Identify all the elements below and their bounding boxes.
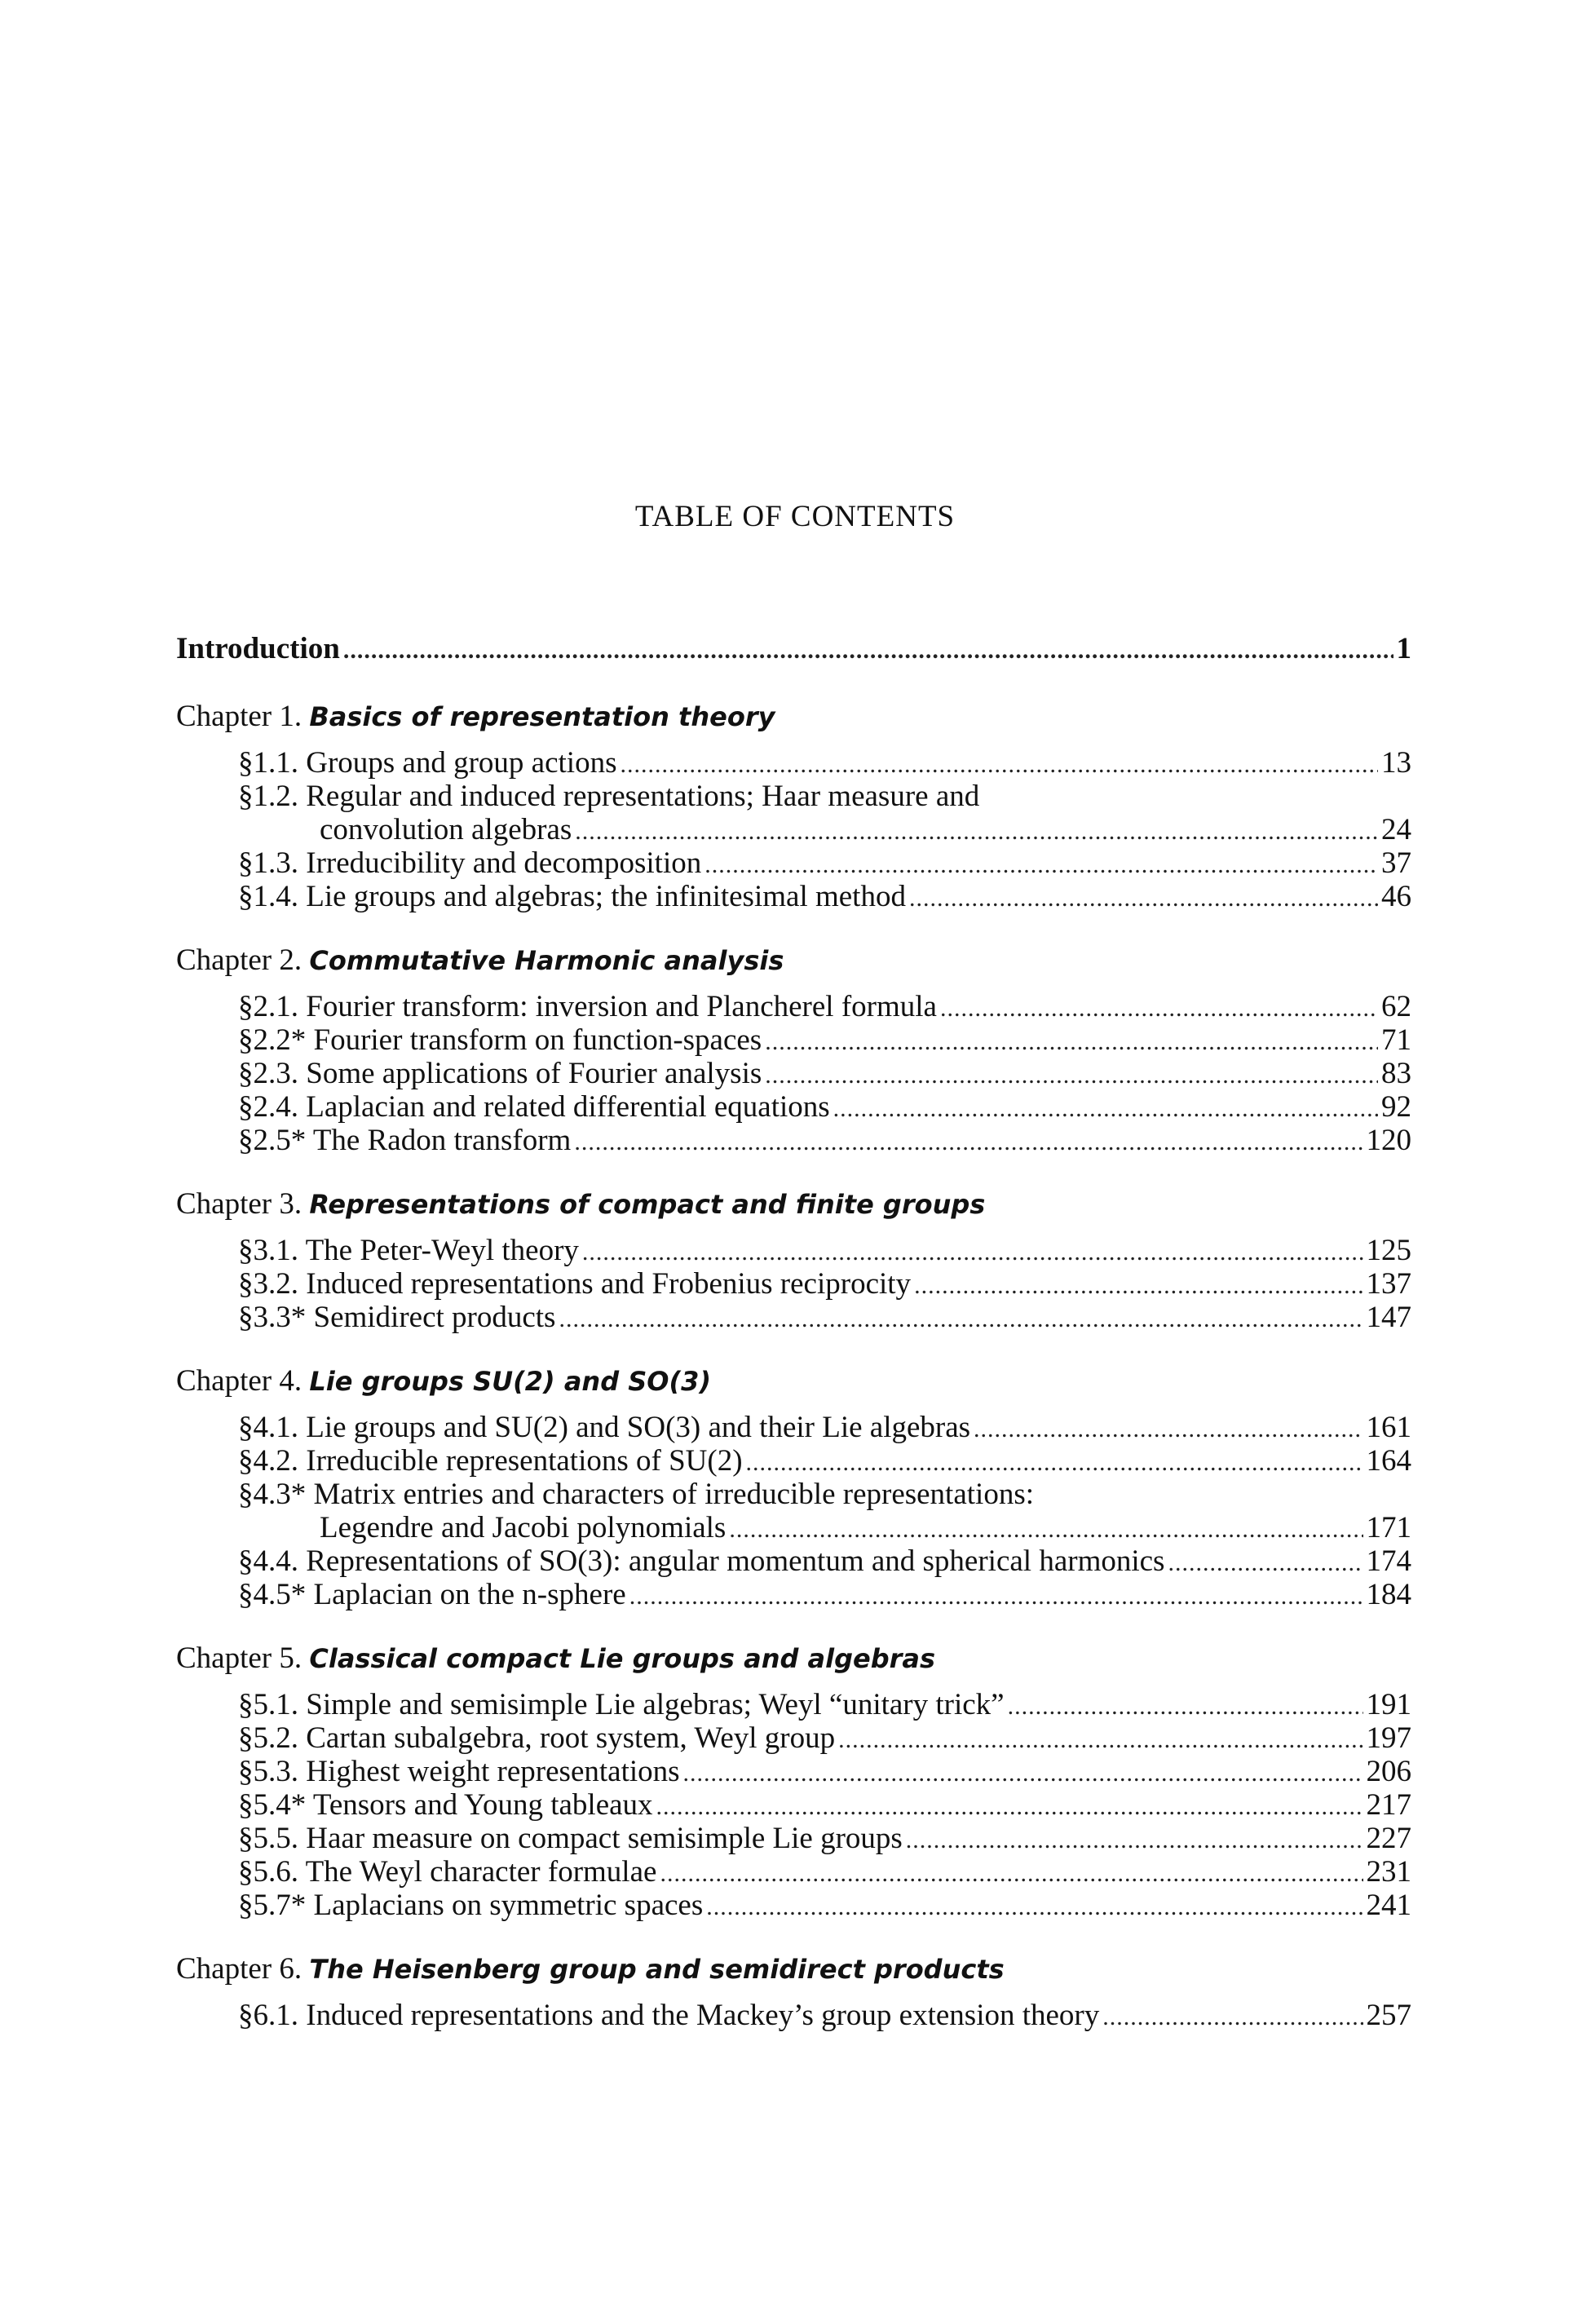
dot-leader [582,1235,1363,1269]
toc-entry[interactable] [176,1090,1411,1124]
page-number: 137 [1366,1267,1411,1301]
dot-leader [559,1302,1363,1336]
dot-leader [1008,1690,1363,1723]
page-number: 217 [1366,1788,1411,1822]
toc-entry[interactable] [176,1578,1411,1611]
page-number: 231 [1366,1855,1411,1889]
toc-entry[interactable] [176,1411,1411,1444]
page-number: 1 [1396,632,1411,665]
entry-title: §6.1. Induced representations and the Mackey’s group extension theory [238,1999,1100,2032]
dot-leader [343,634,1393,667]
dot-leader [1168,1546,1363,1580]
dot-leader [704,848,1378,881]
chapter-heading[interactable] [176,700,1411,733]
dot-leader [575,815,1378,848]
page-number: 184 [1366,1578,1411,1611]
chapter-title: Lie groups SU(2) and SO(3) [309,1366,711,1397]
toc-entry[interactable] [176,1301,1411,1334]
toc-entry[interactable] [176,1999,1411,2032]
entry-title: §4.2. Irreducible representations of SU(2) [238,1444,743,1478]
page-number: 13 [1381,746,1411,780]
dot-leader [765,1058,1378,1092]
page-number: 164 [1366,1444,1411,1478]
page-number: 83 [1381,1057,1411,1090]
entry-title: §5.2. Cartan subalgebra, root system, Weyl group [238,1721,836,1755]
dot-leader [574,1125,1363,1159]
chapter-title: Commutative Harmonic analysis [309,945,784,976]
toc-entry[interactable] [176,1511,1411,1544]
chapter-label: Chapter 3. [176,1187,303,1221]
toc-entry[interactable] [176,1755,1411,1788]
dot-leader [838,1723,1363,1756]
toc-entry[interactable] [176,1267,1411,1301]
chapter-label: Chapter 6. [176,1952,303,1986]
entry-title: Introduction [176,632,340,665]
toc-entry[interactable] [176,1822,1411,1855]
chapter-heading[interactable] [176,1641,1411,1675]
chapter-label: Chapter 5. [176,1641,303,1675]
page-number: 197 [1366,1721,1411,1755]
page-number: 120 [1366,1124,1411,1157]
dot-leader [729,1513,1363,1546]
dot-leader [621,748,1379,781]
chapter-heading[interactable] [176,1364,1411,1398]
chapter-title: Basics of representation theory [309,701,775,732]
page-number: 46 [1381,880,1411,913]
toc-entry[interactable] [176,1889,1411,1922]
page-number: 24 [1381,813,1411,846]
toc-entry[interactable] [176,1721,1411,1755]
chapter-title: The Heisenberg group and semidirect products [309,1954,1005,1985]
entry-title: §5.1. Simple and semisimple Lie algebras; Weyl “unitary trick” [238,1688,1005,1721]
chapter-heading[interactable] [176,1952,1411,1986]
dot-leader [746,1446,1363,1479]
dot-leader [660,1857,1363,1890]
entry-title: §3.3* Semidirect products [238,1301,556,1334]
entry-title: §5.7* Laplacians on symmetric spaces [238,1889,704,1922]
toc-entry[interactable] [176,846,1411,880]
toc-entry[interactable] [176,990,1411,1023]
dot-leader [906,1823,1363,1857]
dot-leader [974,1412,1363,1446]
page-number: 37 [1381,846,1411,880]
entry-title: §1.3. Irreducibility and decomposition [238,846,702,880]
entry-title: §2.4. Laplacian and related differential equations [238,1090,830,1124]
chapter-heading[interactable] [176,1187,1411,1221]
entry-title: Legendre and Jacobi polynomials [320,1511,727,1544]
toc-entry[interactable] [176,813,1411,846]
entry-title: convolution algebras [320,813,572,846]
entry-title: §5.3. Highest weight representations [238,1755,680,1788]
entry-title: §2.3. Some applications of Fourier analysis [238,1057,762,1090]
toc-entry-first-line[interactable]: §4.3* Matrix entries and characters of irreducible representations: [238,1478,1035,1511]
chapter-label: Chapter 4. [176,1364,303,1398]
entry-title: §4.1. Lie groups and SU(2) and SO(3) and their Lie algebras [238,1411,971,1444]
chapter-heading[interactable] [176,943,1411,977]
entry-title: §3.1. The Peter-Weyl theory [238,1234,579,1267]
dot-leader [833,1092,1378,1125]
dot-leader [765,1025,1378,1058]
entry-title: §5.5. Haar measure on compact semisimple Lie groups [238,1822,903,1855]
entry-title: §2.5* The Radon transform [238,1124,572,1157]
page-number: 161 [1366,1411,1411,1444]
entry-title: §5.4* Tensors and Young tableaux [238,1788,653,1822]
dot-leader [940,992,1378,1025]
page-title: TABLE OF CONTENTS [634,500,956,533]
entry-title: §4.5* Laplacian on the n-sphere [238,1578,626,1611]
toc-entry[interactable] [176,1057,1411,1090]
page-number: 125 [1366,1234,1411,1267]
chapter-label: Chapter 2. [176,943,303,977]
dot-leader [683,1756,1363,1790]
chapter-title: Representations of compact and finite groups [309,1189,986,1220]
page-number: 227 [1366,1822,1411,1855]
entry-title: §3.2. Induced representations and Frobenius reciprocity [238,1267,912,1301]
entry-title: §1.4. Lie groups and algebras; the infinitesimal method [238,880,906,913]
toc-entry[interactable] [176,1544,1411,1578]
chapter-title: Classical compact Lie groups and algebras [309,1643,936,1674]
entry-title: §1.1. Groups and group actions [238,746,617,780]
toc-entry-introduction[interactable] [176,632,1411,665]
toc-entry-first-line[interactable]: §1.2. Regular and induced representations; Haar measure and [238,780,980,813]
dot-leader [914,1269,1363,1302]
table-of-contents [176,632,1411,2032]
toc-entry[interactable] [176,1688,1411,1721]
toc-entry[interactable] [176,1444,1411,1478]
dot-leader [629,1580,1363,1613]
toc-entry[interactable] [176,1023,1411,1057]
chapter-label: Chapter 1. [176,700,303,733]
toc-entry[interactable] [176,746,1411,780]
page-number: 71 [1381,1023,1411,1057]
page-number: 62 [1381,990,1411,1023]
page-number: 191 [1366,1688,1411,1721]
page-number: 147 [1366,1301,1411,1334]
entry-title: §5.6. The Weyl character formulae [238,1855,657,1889]
toc-entry[interactable] [176,1124,1411,1157]
entry-title: §2.1. Fourier transform: inversion and Plancherel formula [238,990,937,1023]
toc-entry[interactable] [176,880,1411,913]
dot-leader [909,881,1378,915]
entry-title: §2.2* Fourier transform on function-spaces [238,1023,762,1057]
toc-entry[interactable] [176,1788,1411,1822]
toc-entry[interactable] [176,1234,1411,1267]
page-number: 92 [1381,1090,1411,1124]
dot-leader [706,1890,1363,1924]
page-number: 174 [1366,1544,1411,1578]
page-number: 206 [1366,1755,1411,1788]
entry-title: §4.4. Representations of SO(3): angular momentum and spherical harmonics [238,1544,1165,1578]
toc-entry[interactable] [176,1855,1411,1889]
page-number: 241 [1366,1889,1411,1922]
dot-leader [656,1790,1363,1823]
page-number: 257 [1366,1999,1411,2032]
dot-leader [1102,2000,1363,2034]
page-number: 171 [1366,1511,1411,1544]
